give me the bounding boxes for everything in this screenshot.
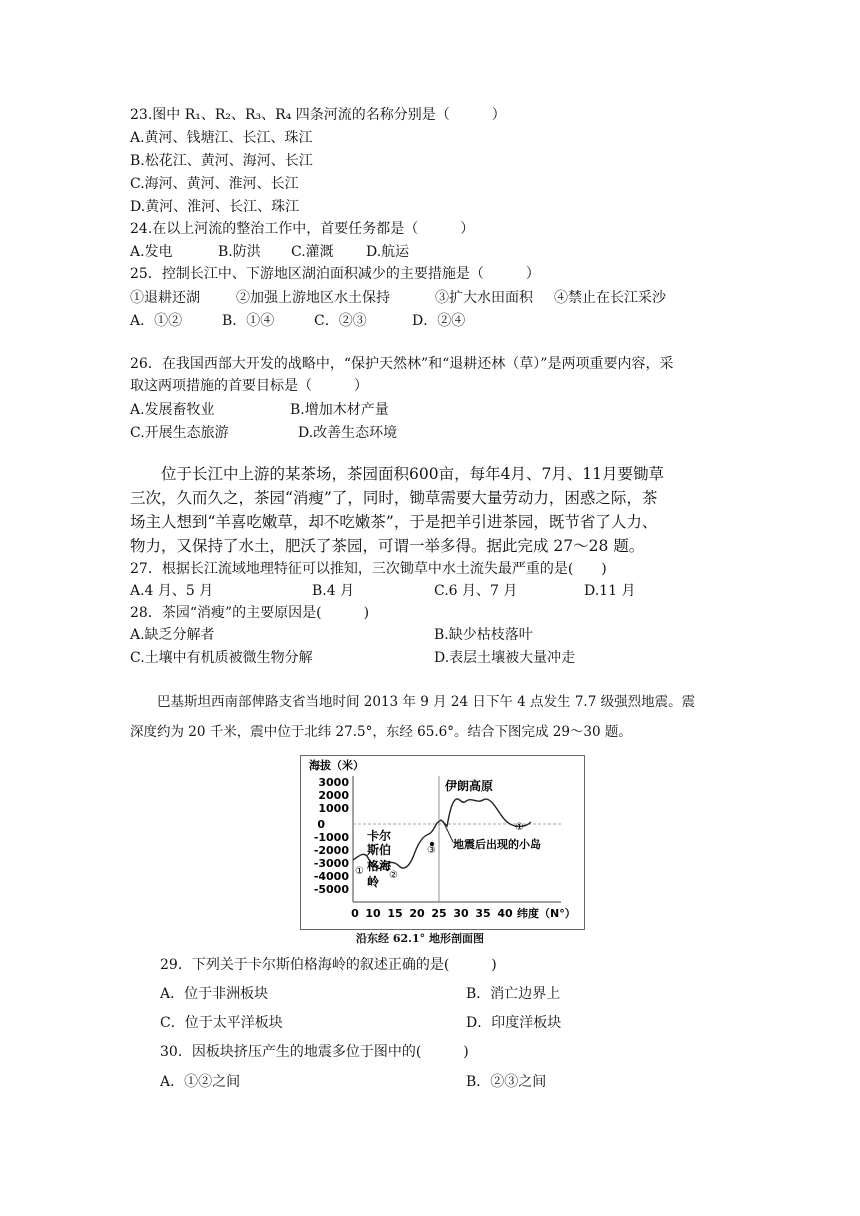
- q29-option-c: C．位于太平洋板块: [160, 1015, 283, 1031]
- marker-1b: ①: [515, 822, 524, 833]
- q23-option-b: B.松花江、黄河、海河、长江: [130, 153, 313, 169]
- figure-caption: 沿东经 62.1° 地形剖面图: [356, 932, 484, 945]
- ridge-label-part: 岭: [367, 875, 380, 889]
- y-tick-label: -1000: [313, 831, 349, 844]
- q27-stem: 27．根据长江流域地理特征可以推知，三次锄草中水土流失最严重的是( ): [130, 561, 607, 577]
- q28-option-a: A.缺乏分解者: [130, 627, 215, 643]
- q30-option-b: B．②③之间: [466, 1074, 547, 1090]
- q27-option-c: C.6 月、7 月: [434, 583, 518, 599]
- q25-item-1: ①退耕还湖: [130, 290, 200, 306]
- q26-option-a: A.发展畜牧业: [130, 402, 215, 418]
- x-tick-label: 40: [497, 907, 513, 920]
- q27-option-d: D.11 月: [584, 583, 636, 599]
- y-axis-title: 海拔（米）: [309, 759, 364, 772]
- x-tick-label: 20: [409, 907, 425, 920]
- passage-line: 场主人想到“羊喜吃嫩草，却不吃嫩茶”，于是把羊引进茶园，既节省了人力、: [130, 513, 658, 531]
- q23-option-a: A.黄河、钱塘江、长江、珠江: [130, 130, 313, 146]
- q28-stem: 28．茶园“消瘦”的主要原因是( ): [130, 605, 370, 621]
- q30-option-a: A．①②之间: [160, 1074, 241, 1090]
- q27-option-a: A.4 月、5 月: [130, 583, 214, 599]
- q25-stem: 25．控制长江中、下游地区湖泊面积减少的主要措施是（ ）: [130, 266, 540, 282]
- q30-stem: 30．因板块挤压产生的地震多位于图中的( ): [160, 1044, 469, 1060]
- y-tick-label: -4000: [313, 870, 349, 883]
- ridge-label-part: 卡尔: [367, 829, 392, 843]
- y-tick-label: 0: [317, 818, 325, 831]
- q23-option-c: C.海河、黄河、淮河、长江: [130, 176, 299, 192]
- q23-stem: 23.图中 R₁、R₂、R₃、R₄ 四条河流的名称分别是（ ）: [130, 107, 506, 123]
- x-tick-label: 10: [365, 907, 381, 920]
- q28-option-b: B.缺少枯枝落叶: [434, 627, 533, 643]
- q28-option-c: C.土壤中有机质被微生物分解: [130, 650, 313, 666]
- marker-1: ①: [355, 866, 364, 877]
- q29-stem: 29．下列关于卡尔斯伯格海岭的叙述正确的是( ): [160, 957, 497, 973]
- x-tick-label: 0: [351, 907, 359, 920]
- q25-option-d: D．②④: [412, 313, 466, 329]
- q25-option-c: C．②③: [314, 313, 367, 329]
- q25-option-b: B．①④: [222, 313, 275, 329]
- passage-earthquake: [130, 687, 740, 747]
- y-ticks: [314, 776, 350, 896]
- ridge-label-part: 格海: [367, 859, 392, 873]
- y-tick-label: -5000: [313, 883, 349, 896]
- passage-line: 巴基斯坦西南部俾路支省当地时间 2013 年 9 月 24 日下午 4 点发生 7.7 级强烈地震。震: [130, 694, 696, 710]
- q29-option-d: D．印度洋板块: [466, 1015, 562, 1031]
- marker-2: ②: [389, 870, 398, 881]
- y-tick-label: 1000: [318, 802, 349, 815]
- q28-option-d: D.表层土壤被大量冲走: [434, 650, 576, 666]
- y-tick-label: -3000: [313, 857, 349, 870]
- passage-line: 深度约为 20 千米，震中位于北纬 27.5°，东经 65.6°。结合下图完成 29～30 题。: [130, 724, 632, 740]
- passage-tea-farm: [130, 462, 740, 558]
- q29-option-a: A．位于非洲板块: [160, 986, 269, 1002]
- passage-line: 物力，又保持了水土，肥沃了茶园，可谓一举多得。据此完成 27～28 题。: [130, 537, 645, 555]
- q27-option-b: B.4 月: [312, 583, 355, 599]
- q24-option-c: C.灌溉: [291, 244, 334, 260]
- y-tick-label: 3000: [318, 776, 349, 789]
- island-label: 地震后出现的小岛: [453, 838, 541, 851]
- q25-item-3: ③扩大水田面积: [435, 290, 533, 306]
- q24-option-a: A.发电: [130, 244, 173, 260]
- passage-line: 三次，久而久之，茶园“消瘦”了，同时，锄草需要大量劳动力，困惑之际，茶: [130, 489, 658, 507]
- passage-line: 位于长江中上游的某茶场，茶园面积600亩，每年4月、7月、11月要锄草: [130, 465, 665, 483]
- y-tick-label: 2000: [318, 789, 349, 802]
- terrain-profile-figure: [300, 755, 585, 930]
- q26-option-b: B.增加木材产量: [290, 402, 389, 418]
- q26-stem-line2: 取这两项措施的首要目标是（ ）: [130, 378, 368, 394]
- x-tick-label: 15: [387, 907, 403, 920]
- q23-option-d: D.黄河、淮河、长江、珠江: [130, 199, 300, 215]
- x-axis-title: 纬度（N°）: [517, 907, 576, 920]
- q25-item-4: ④禁止在长江采沙: [554, 290, 666, 306]
- x-tick-label: 35: [475, 907, 491, 920]
- terrain-profile-svg: [301, 756, 584, 929]
- q29-option-b: B．消亡边界上: [466, 986, 561, 1002]
- q26-option-c: C.开展生态旅游: [130, 425, 229, 441]
- x-tick-label: 25: [431, 907, 447, 920]
- marker-3: ③: [427, 845, 436, 856]
- ridge-label-part: 斯伯: [367, 843, 392, 857]
- y-tick-label: -2000: [313, 844, 349, 857]
- q25-item-2: ②加强上游地区水土保持: [236, 290, 390, 306]
- q24-option-d: D.航运: [366, 244, 410, 260]
- q26-stem-line1: 26．在我国西部大开发的战略中，“保护天然林”和“退耕还林（草）”是两项重要内容，采: [130, 356, 674, 372]
- q24-stem: 24.在以上河流的整治工作中，首要任务都是（ ）: [130, 221, 475, 237]
- q25-option-a: A．①②: [130, 313, 183, 329]
- x-ticks: [351, 907, 513, 920]
- q24-option-b: B.防洪: [218, 244, 261, 260]
- iran-plateau-label: 伊朗高原: [445, 779, 494, 793]
- q26-option-d: D.改善生态环境: [298, 425, 398, 441]
- x-tick-label: 30: [453, 907, 469, 920]
